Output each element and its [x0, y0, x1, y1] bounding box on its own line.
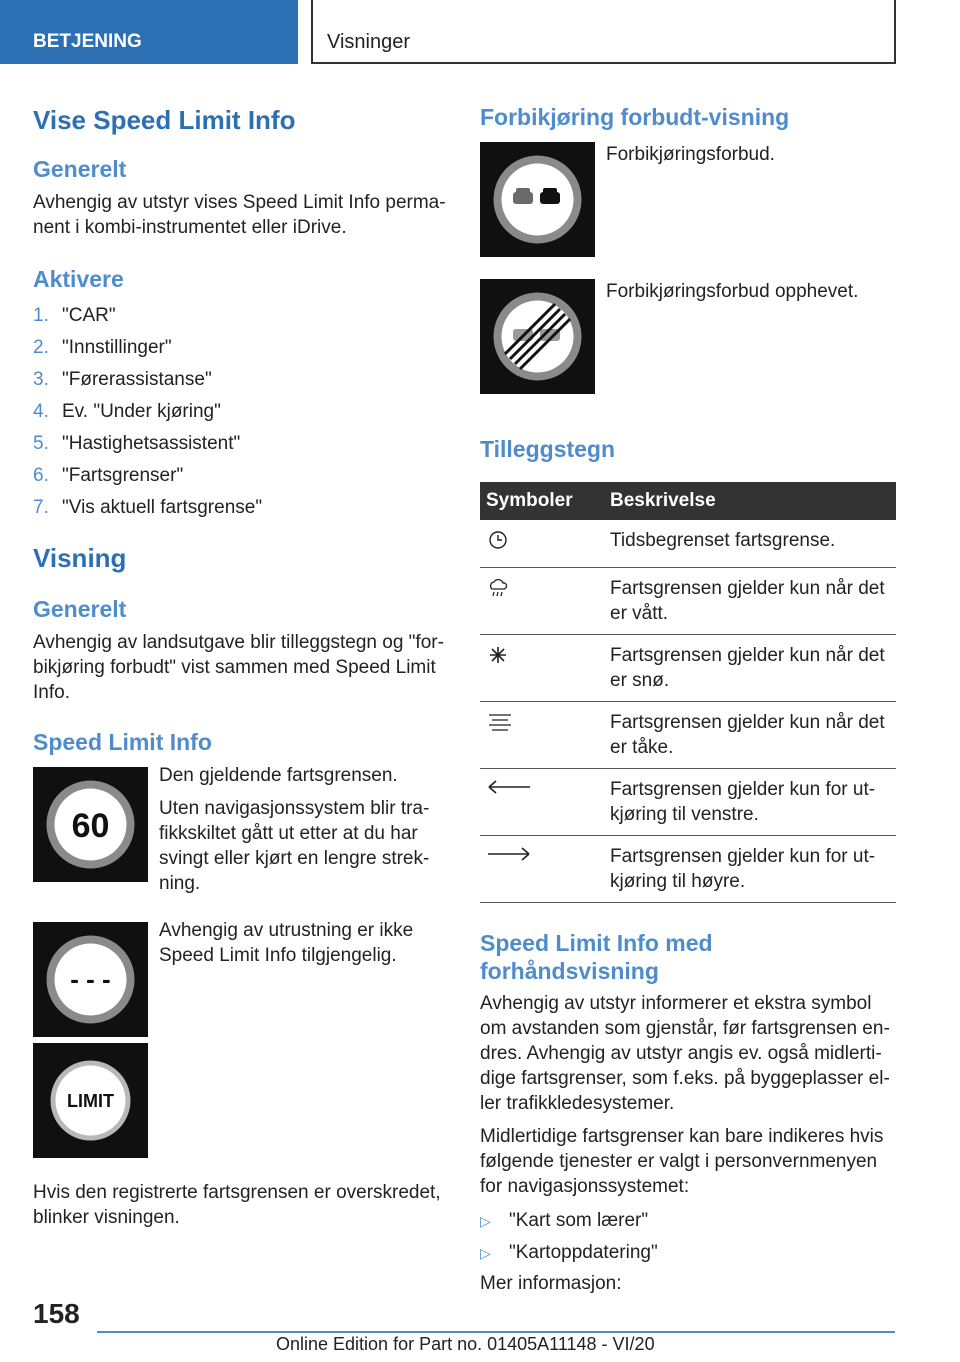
step-item: 4. Ev. "Under kjøring": [33, 401, 221, 422]
arrow-left-icon: [486, 781, 532, 802]
table-row: Fartsgrensen gjelder kun for utkjøring til høyre.: [480, 836, 896, 903]
fog-icon: [486, 718, 514, 739]
page-title: Vise Speed Limit Info: [33, 105, 296, 135]
end-no-overtaking-icon: [480, 279, 595, 394]
activate-heading: Aktivere: [33, 266, 124, 292]
extra-signs-table: [480, 482, 896, 903]
overtake-end-text: Forbikjøringsforbud opphevet.: [606, 281, 859, 302]
sign-dashes-text: Avhengig av utrustning er ikke Speed Limit Info tilgjengelig.: [159, 920, 414, 966]
speed-sign-60-icon: [33, 767, 148, 882]
overtake-text: Forbikjøringsforbud.: [606, 144, 775, 165]
general-heading: Generelt: [33, 156, 127, 182]
right-column: [480, 100, 896, 1296]
overtake-end-row: [480, 279, 896, 424]
chapter-title: Visninger: [311, 0, 896, 64]
sign-60-text-1: Den gjeldende fartsgrensen.: [159, 765, 398, 786]
no-overtaking-icon: [480, 142, 595, 257]
step-item: 1. "CAR": [33, 305, 116, 326]
general-text: Avhengig av utstyr vises Speed Limit Info permanent i kombi-instrumentet eller iDrive.: [33, 192, 446, 238]
services-list: [480, 1205, 896, 1269]
exceeded-text: Hvis den registrerte fartsgrensen er overskredet, blinker visningen.: [33, 1182, 441, 1228]
table-row: Fartsgrensen gjelder kun når det er snø.: [480, 635, 896, 702]
arrow-right-icon: [486, 848, 532, 869]
speed-sign-limit-icon: [33, 1043, 148, 1158]
svg-text:60: 60: [71, 807, 110, 845]
display-general-heading: Generelt: [33, 596, 127, 622]
sign-60-row: [33, 763, 448, 918]
page-number: 158: [33, 1298, 80, 1329]
overtake-heading: Forbikjøring forbudt-visning: [480, 104, 790, 130]
table-header: Symboler: [480, 482, 604, 520]
table-row: Fartsgrensen gjelder kun når det er tåke.: [480, 702, 896, 769]
preview-text-1: Avhengig av utstyr informerer et ekstra symbol om avstanden som gjenstår, før fartsgrensen endres. Avhengig av utstyr angis ev. også midlertidige fartsgrenser, som f.eks. på byggeplasser eller trafikkledesystemer.: [480, 993, 890, 1114]
activate-steps: [33, 300, 448, 524]
extra-signs-heading: Tilleggstegn: [480, 436, 616, 462]
left-column: [33, 100, 448, 1230]
section-tab: BETJENING: [0, 0, 298, 64]
step-item: 3. "Førerassistanse": [33, 369, 212, 390]
svg-text:LIMIT: LIMIT: [67, 1091, 114, 1111]
sign-60-text-2: Uten navigasjonssystem blir trafikkskiltet gått ut etter at du har svingt eller kjørt en lengre strekning.: [159, 798, 430, 894]
sli-heading: Speed Limit Info: [33, 729, 212, 755]
list-item: ▷ "Kart som lærer": [480, 1210, 649, 1231]
overtake-row: [480, 142, 896, 279]
more-info-text: Mer informasjon:: [480, 1273, 622, 1294]
list-item: ▷ "Kartoppdatering": [480, 1242, 658, 1263]
display-general-text: Avhengig av landsutgave blir tilleggstegn og "forbikjøring forbudt" vist sammen med Speed Limit Info.: [33, 632, 444, 703]
table-row: Tidsbegrenset fartsgrense.: [480, 520, 896, 568]
edition-text: Online Edition for Part no. 01405A11148 - VI/20: [276, 1334, 655, 1354]
svg-text:- - -: - - -: [70, 964, 111, 994]
preview-heading: Speed Limit Info med forhåndsvisning: [480, 930, 713, 984]
snowflake-icon: [486, 651, 510, 672]
footer-divider: [97, 1331, 895, 1333]
preview-text-2: Midlertidige fartsgrenser kan bare indikeres hvis følgende tjenester er valgt i personvernmenyen for navigasjonssystemet:: [480, 1126, 884, 1197]
rain-cloud-icon: [486, 584, 510, 605]
table-header: Beskrivelse: [604, 482, 896, 520]
step-item: 5. "Hastighetsassistent": [33, 433, 241, 454]
step-item: 7. "Vis aktuell fartsgrense": [33, 497, 263, 518]
display-heading: Visning: [33, 543, 127, 573]
sign-dashes-row: [33, 918, 448, 1043]
speed-sign-unavailable-icon: [33, 922, 148, 1037]
table-row: Fartsgrensen gjelder kun når det er vått.: [480, 568, 896, 635]
step-item: 6. "Fartsgrenser": [33, 465, 184, 486]
table-row: Fartsgrensen gjelder kun for utkjøring til venstre.: [480, 769, 896, 836]
step-item: 2. "Innstillinger": [33, 337, 172, 358]
clock-icon: [486, 536, 510, 557]
sign-limit-row: [33, 1043, 448, 1168]
